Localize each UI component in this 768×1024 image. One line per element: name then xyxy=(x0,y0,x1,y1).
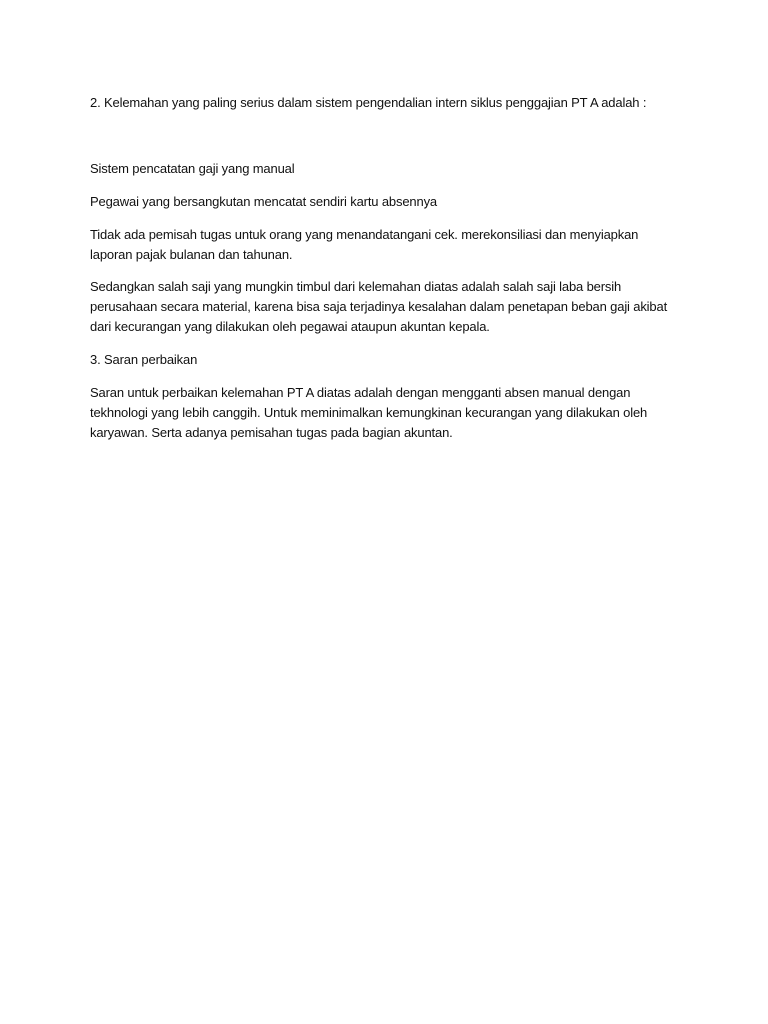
document-body xyxy=(90,93,680,443)
weakness-item-self-attendance: Pegawai yang bersangkutan mencatat sendiri kartu absennya xyxy=(90,194,438,209)
weakness-item-no-segregation: Tidak ada pemisah tugas untuk orang yang menandatangani cek. merekonsiliasi dan menyiapkan laporan pajak bulanan dan tahunan. xyxy=(90,227,639,262)
weakness-item-manual-payroll: Sistem pencatatan gaji yang manual xyxy=(90,161,295,176)
question-2-heading: 2. Kelemahan yang paling serius dalam sistem pengendalian intern siklus penggajian PT A adalah : xyxy=(90,95,647,110)
question-3-heading: 3. Saran perbaikan xyxy=(90,352,198,367)
misstatement-paragraph: Sedangkan salah saji yang mungkin timbul dari kelemahan diatas adalah salah saji laba bersih perusahaan secara material, karena bisa saja terjadinya kesalahan dalam penetapan beban gaji akibat dari kecurangan yang dilakukan oleh pegawai ataupun akuntan kepala. xyxy=(90,279,668,334)
suggestion-paragraph: Saran untuk perbaikan kelemahan PT A diatas adalah dengan mengganti absen manual dengan tekhnologi yang lebih canggih. Untuk meminimalkan kemungkinan kecurangan yang dilakukan oleh karyawan. Serta adanya pemisahan tugas pada bagian akuntan. xyxy=(90,385,648,440)
